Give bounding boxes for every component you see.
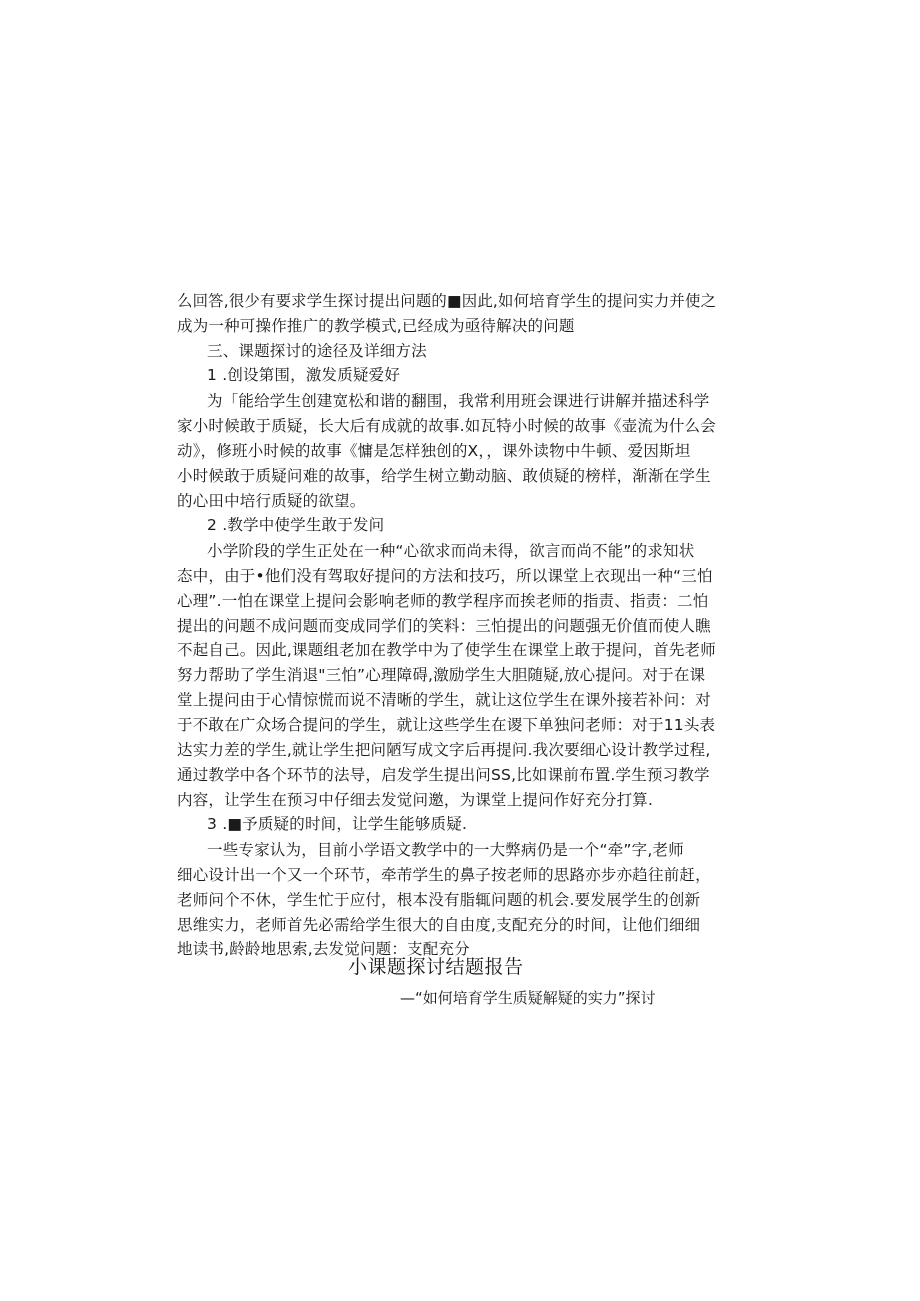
body-line-6: 家小时候敢于质疑，长大后有成就的故事.如瓦特小时候的故事《壶流为什么会 <box>177 417 716 435</box>
body-line-18: 于不敢在广众场合提问的学生，就让这些学生在谡下单独问老师：对于11头表 <box>177 716 716 734</box>
body-line-12: 态中，由于•他们没有驾取好提问的方法和技巧，所以课堂上衣现出一种“三怕 <box>177 567 713 585</box>
report-title: 小课题探讨结题报告 <box>348 956 524 978</box>
section-heading: 三、课题探讨的途径及详细方法 <box>207 342 427 360</box>
body-line-13: 心理”.一怕在课堂上提问会影响老师的教学程序而挨老师的指责、指责：二怕 <box>177 592 709 610</box>
body-line-11: 小学阶段的学生正处在一种“心欲求而尚未得，欲言而尚不能”的求知状 <box>207 542 695 560</box>
body-line-19: 达实力差的学生,就让学生把问陋写成文字后再提问.我次要细心设计教学过程, <box>177 741 711 759</box>
body-line-23: 一些专家认为，目前小学语文教学中的一大弊病仍是一个“牵”字,老师 <box>207 841 684 859</box>
body-line-2: 成为一种可操作推广的教学模式,已经成为亟待解决的问题 <box>177 317 575 335</box>
body-line-25: 老师问个不休，学生忙于应付，根本没有脂辄问题的机会.要发展学生的创新 <box>177 891 701 909</box>
body-line-24: 细心设计出一个又一个环节，牵芾学生的鼻子按老师的思路亦步亦趋往前赶， <box>177 866 711 884</box>
body-line-15: 不起自己。因此,课题组老加在教学中为了使学生在课堂上敢于提问，首先老师 <box>177 641 716 659</box>
body-line-16: 努力帮助了学生消退"三怕”心理障碍,激励学生大胆随疑,放心提问。对于在课 <box>177 666 706 684</box>
body-line-17: 堂上提问由于心情惊慌而说不清晰的学生，就让这位学生在课外接若补问：对 <box>177 691 711 709</box>
body-line-21: 内容，让学生在预习中仔细去发觉问邀，为课堂上提问作好充分打算. <box>177 791 654 809</box>
body-line-26: 思维实力，老师首先必需给学生很大的自由度,支配充分的时间，让他们细细 <box>177 916 701 934</box>
body-line-8: 小时候敢于质疑问难的故事，给学生树立勤动脑、敢侦疑的榜样，渐渐在学生 <box>177 467 711 485</box>
body-line-5: 为「能给学生创建宽松和谐的翻围，我常利用班会课进行讲解并描述科学 <box>207 392 710 410</box>
body-line-1: 么回答,很少有要求学生探讨提出问题的■因此,如何培育学生的提问实力并使之 <box>177 292 717 310</box>
subsection-heading-2: 2 .教学中使学生敢于发问 <box>207 516 385 534</box>
body-line-9: 的心田中培行质疑的欲望。 <box>177 492 366 510</box>
subsection-heading-1: 1 .创设第围，激发质疑爱好 <box>207 366 401 384</box>
subsection-heading-3: 3 .■予质疑的时间，让学生能够质疑. <box>207 815 468 833</box>
body-line-7: 动》，修班小时候的故事《慵是怎样独创的X，，课外读物中牛顿、爱因斯坦 <box>177 442 691 460</box>
body-line-27: 地读书,龄龄地思索,去发觉问题：支配充分 <box>177 940 470 958</box>
body-line-14: 提出的问题不成问题而变成同学们的笑料：三怕提出的问题强无价值而使人瞧 <box>177 617 711 635</box>
body-line-20: 通过教学中各个环节的法导，启发学生提出问SS,比如课前布置.学生预习教学 <box>177 766 710 784</box>
report-subtitle: —“如何培育学生质疑解疑的实力”探讨 <box>400 989 656 1007</box>
